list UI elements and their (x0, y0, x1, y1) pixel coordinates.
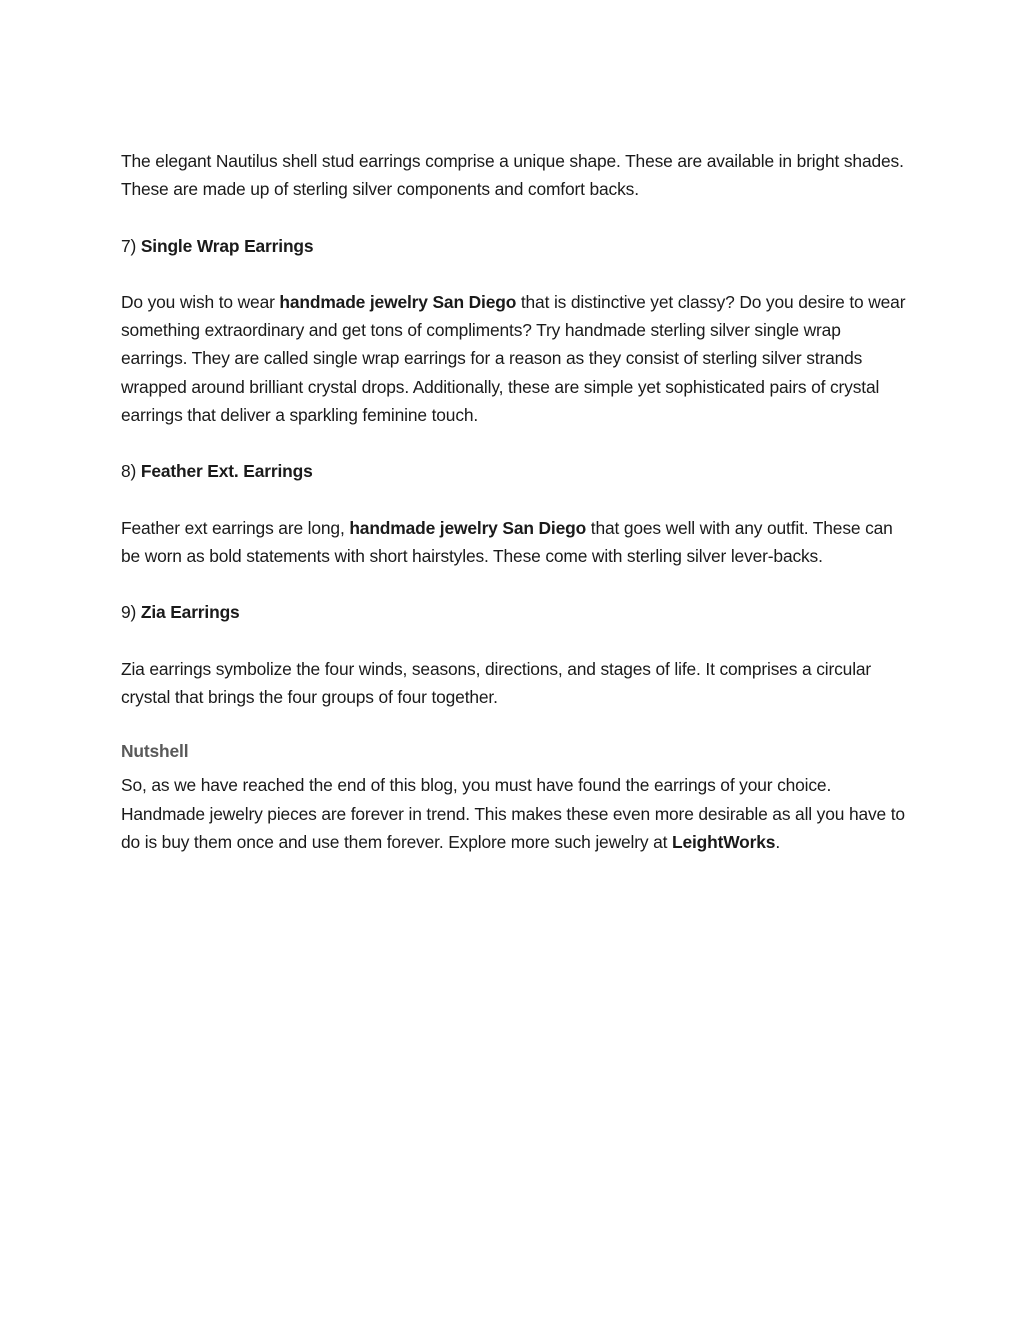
section-8-text-start: Feather ext earrings are long, (121, 517, 350, 538)
section-8-number: 8) (121, 461, 141, 482)
section-7-paragraph (121, 288, 911, 429)
section-8-keyword: handmade jewelry San Diego (349, 517, 587, 538)
section-8-heading (121, 457, 911, 485)
section-8-title: Feather Ext. Earrings (140, 461, 313, 482)
section-9-number: 9) (121, 602, 141, 623)
section-7-number: 7) (121, 235, 141, 256)
section-9-title: Zia Earrings (140, 602, 240, 623)
section-7-keyword: handmade jewelry San Diego (279, 291, 517, 312)
section-9-text: Zia earrings symbolize the four winds, seasons, directions, and stages of life. It comprises a circular crystal that brings the four groups of four together. (121, 658, 872, 707)
nutshell-paragraph (121, 771, 911, 856)
section-7-heading (121, 232, 911, 260)
nutshell-heading: Nutshell (121, 741, 189, 762)
section-7-text-start: Do you wish to wear (121, 291, 280, 312)
intro-text: The elegant Nautilus shell stud earrings comprise a unique shape. These are available in bright shades. These are made up of sterling silver components and comfort backs. (121, 151, 904, 200)
nutshell-text-end: . (775, 831, 781, 852)
section-7-title: Single Wrap Earrings (140, 235, 314, 256)
section-8-paragraph (121, 514, 911, 570)
intro-paragraph (121, 147, 911, 203)
section-7-text-end: that is distinctive yet classy? Do you desire to wear something extraordinary and get tons of compliments? Try handmade sterling silver single wrap earrings. They are called single wrap earrings for a reason as they consist of sterling silver strands wrapped around brilliant crystal drops. Additionally, these are simple yet sophisticated pairs of crystal earrings that deliver a sparkling feminine touch. (121, 291, 906, 425)
brand-name: LeightWorks (671, 831, 776, 852)
section-9-heading (121, 598, 911, 626)
section-9-paragraph (121, 655, 911, 711)
nutshell-text-start: So, as we have reached the end of this blog, you must have found the earrings of your choice. Handmade jewelry pieces are forever in trend. This makes these even more desirable as all you have to do is buy them once and use them forever. Explore more such jewelry at (121, 775, 905, 852)
section-8-text-end: that goes well with any outfit. These can be worn as bold statements with short hairstyles. These come with sterling silver lever-backs. (121, 517, 893, 566)
document-page (121, 147, 911, 884)
